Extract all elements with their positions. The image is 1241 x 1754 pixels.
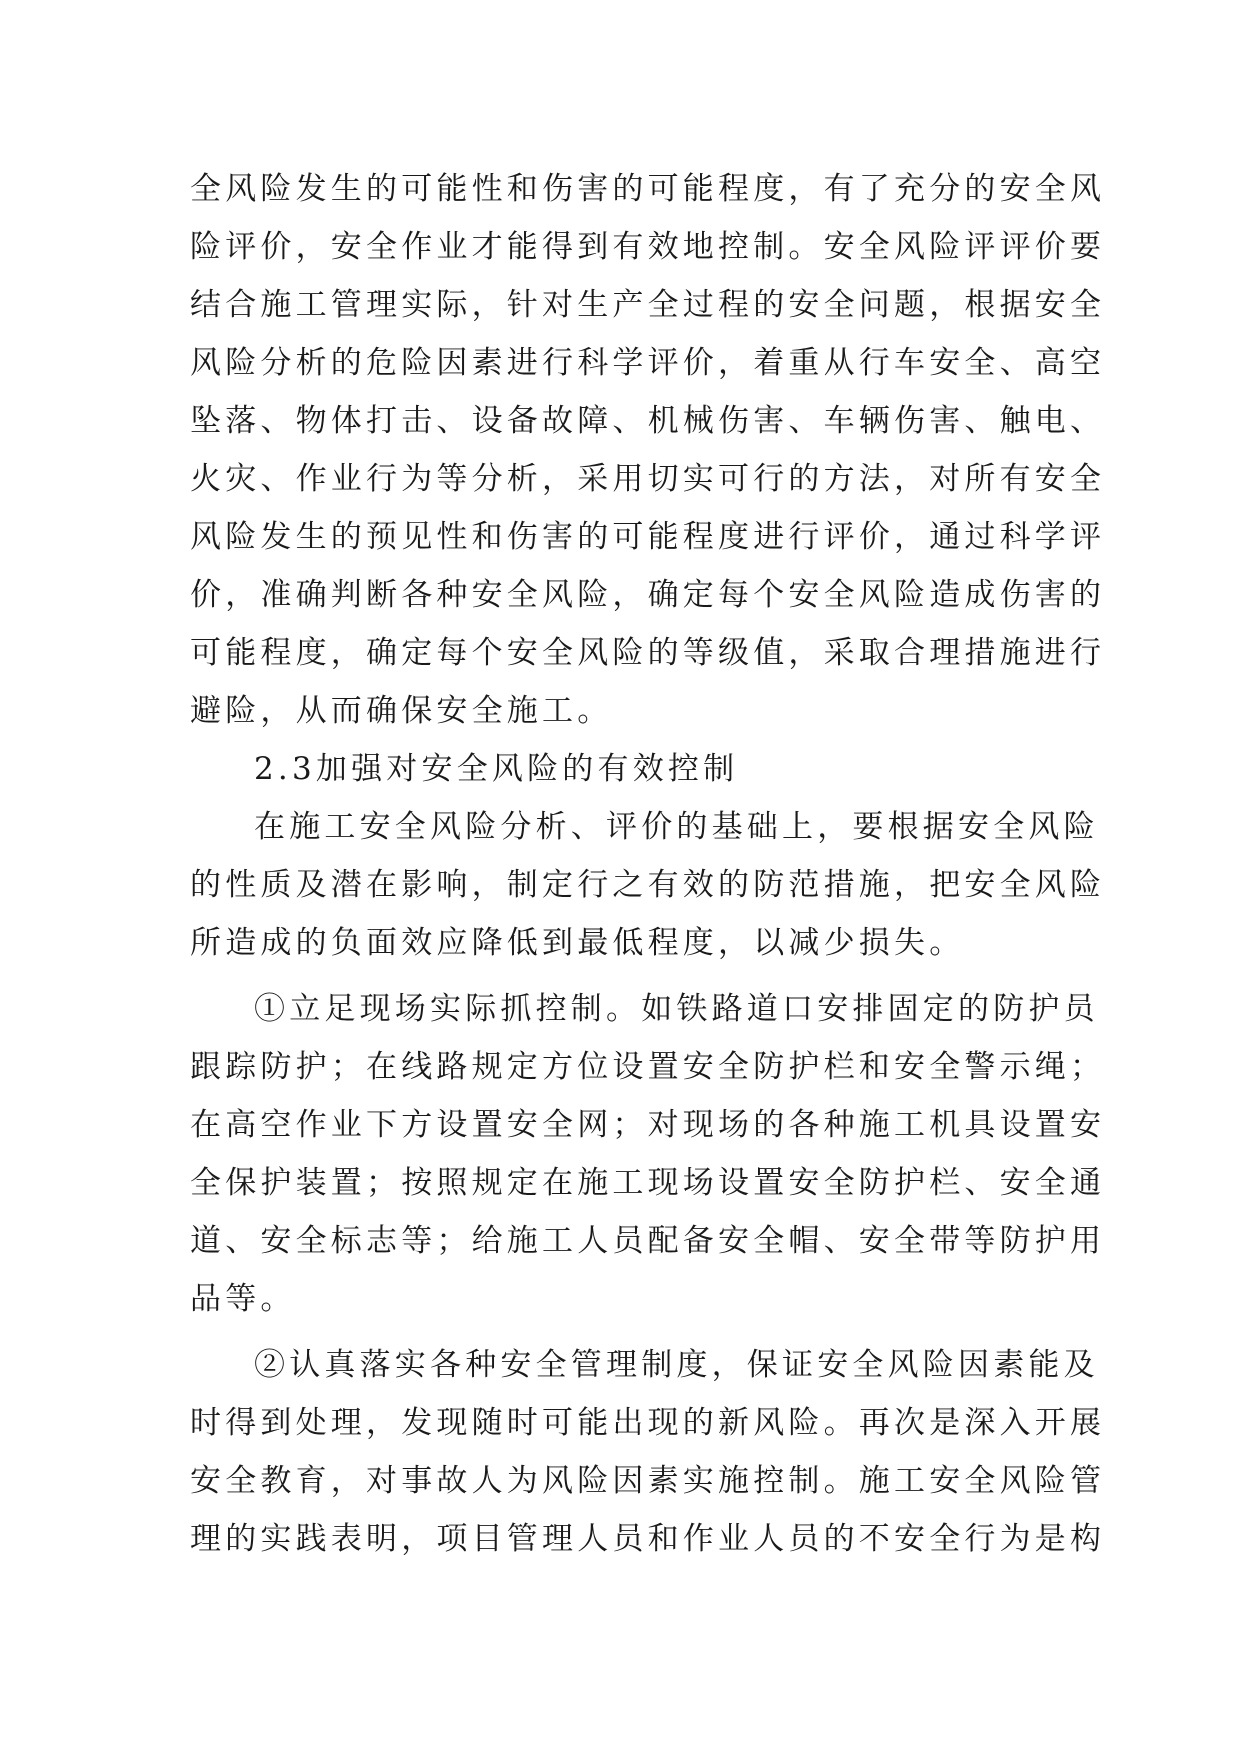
text-line: 跟踪防护；在线路规定方位设置安全防护栏和安全警示绳； <box>190 1049 1106 1085</box>
text-line: 品等。 <box>190 1281 296 1317</box>
text-line: 险评价，安全作业才能得到有效地控制。安全风险评评价要 <box>190 229 1106 265</box>
text-line: 火灾、作业行为等分析，采用切实可行的方法，对所有安全 <box>190 461 1106 497</box>
paragraph-risk-evaluation <box>190 160 1106 740</box>
text-line: ②认真落实各种安全管理制度，保证安全风险因素能及 <box>254 1347 1099 1383</box>
text-line: 时得到处理，发现随时可能出现的新风险。再次是深入开展 <box>190 1405 1106 1441</box>
text-line: 全保护装置；按照规定在施工现场设置安全防护栏、安全通 <box>190 1165 1106 1201</box>
document-body <box>190 160 1106 1568</box>
text-line: 所造成的负面效应降低到最低程度，以减少损失。 <box>190 925 965 961</box>
text-line: 安全教育，对事故人为风险因素实施控制。施工安全风险管 <box>190 1463 1106 1499</box>
text-line: ①立足现场实际抓控制。如铁路道口安排固定的防护员 <box>254 991 1099 1027</box>
text-line: 在高空作业下方设置安全网；对现场的各种施工机具设置安 <box>190 1107 1106 1143</box>
text-line: 坠落、物体打击、设备故障、机械伤害、车辆伤害、触电、 <box>190 403 1106 439</box>
text-line: 理的实践表明，项目管理人员和作业人员的不安全行为是构 <box>190 1521 1106 1557</box>
paragraph-management-system <box>190 1336 1106 1568</box>
text-line: 可能程度，确定每个安全风险的等级值，采取合理措施进行 <box>190 635 1106 671</box>
text-line: 道、安全标志等；给施工人员配备安全帽、安全带等防护用 <box>190 1223 1106 1259</box>
text-line: 全风险发生的可能性和伤害的可能程度，有了充分的安全风 <box>190 171 1106 207</box>
text-line: 在施工安全风险分析、评价的基础上，要根据安全风险 <box>254 809 1099 845</box>
text-line: 结合施工管理实际，针对生产全过程的安全问题，根据安全 <box>190 287 1106 323</box>
text-line: 风险发生的预见性和伤害的可能程度进行评价，通过科学评 <box>190 519 1106 555</box>
section-heading: 2.3加强对安全风险的有效控制 <box>254 751 739 787</box>
text-line: 避险，从而确保安全施工。 <box>190 693 613 729</box>
paragraph-site-control <box>190 980 1106 1328</box>
text-line: 的性质及潜在影响，制定行之有效的防范措施，把安全风险 <box>190 867 1106 903</box>
paragraph-control-intro <box>190 798 1106 972</box>
text-line: 风险分析的危险因素进行科学评价，着重从行车安全、高空 <box>190 345 1106 381</box>
text-line: 价，准确判断各种安全风险，确定每个安全风险造成伤害的 <box>190 577 1106 613</box>
